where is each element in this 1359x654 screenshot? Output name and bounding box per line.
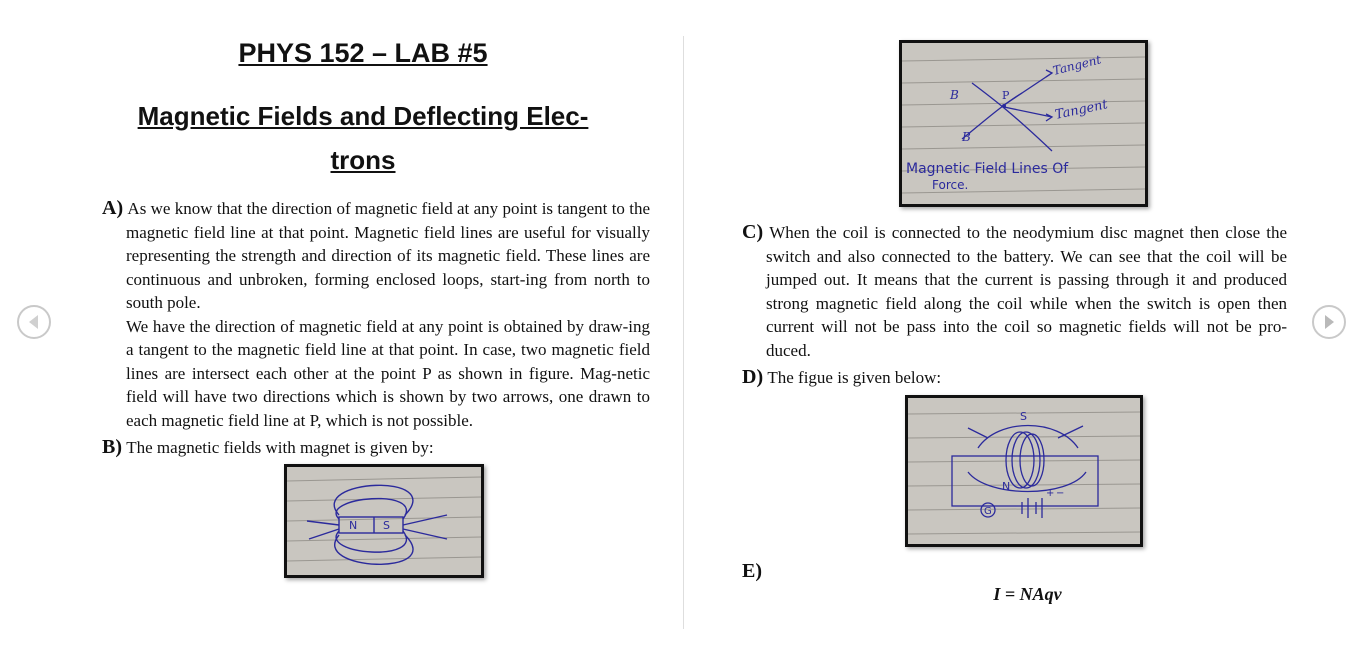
magnet-north-label: N — [349, 519, 358, 532]
section-b-text: The magnetic fields with magnet is given by: — [126, 438, 434, 457]
section-b-paragraph — [102, 436, 650, 460]
field-caption-line-1: Magnetic Field Lines Of — [906, 161, 1069, 177]
chevron-left-icon — [27, 314, 41, 330]
section-d-label: D) — [742, 366, 764, 388]
section-c-label: C) — [742, 221, 764, 243]
tangent-label-2: Tangent — [1053, 97, 1110, 123]
section-c — [742, 221, 1287, 362]
section-b-label: B) — [102, 436, 122, 458]
chevron-right-icon — [1322, 314, 1336, 330]
page-subtitle — [96, 94, 630, 182]
section-d-paragraph — [742, 366, 1287, 390]
section-d — [742, 366, 1287, 390]
page-subtitle-line-2: trons — [330, 145, 396, 175]
section-a-paragraph-1 — [102, 197, 650, 315]
next-page-button[interactable] — [1312, 305, 1346, 339]
section-b — [102, 436, 650, 460]
coil-north-label: N — [1002, 480, 1011, 493]
section-a — [102, 197, 650, 449]
section-c-paragraph — [742, 221, 1287, 362]
section-a-label: A) — [102, 197, 124, 219]
page-title: PHYS 152 – LAB #5 — [238, 38, 488, 68]
section-e-label: E) — [742, 560, 762, 582]
field-p-label: P — [1002, 89, 1010, 102]
field-b-label-1: B — [950, 88, 959, 102]
battery-plus-label: + — [1046, 488, 1055, 499]
section-c-text: When the coil is connected to the neodymium disc magnet then close the switch and also connected to the battery. We can see that the coil will be jumped out. It means that the current is passing through it and produced strong magnetic field along the coil while when the switch is open then current will not be pass into the coil so magnetic fields will not be pro-duced. — [766, 223, 1287, 360]
section-a-paragraph-2: We have the direction of magnetic field at any point is obtained by draw-ing a tangent to the magnetic field line at that point. In case, two magnetic field lines are intersect each other at the point P as shown in figure. Mag-netic field will have two directions which is shown by two arrows, one drawn to each magnetic field line at P, which is not possible. — [126, 316, 650, 430]
tangent-label-1: Tangent — [1051, 52, 1103, 78]
section-e — [742, 560, 802, 584]
previous-page-button[interactable] — [17, 305, 51, 339]
coil-circuit-photo — [905, 395, 1143, 547]
field-b-label-2: B — [962, 130, 971, 144]
field-caption-line-2: Force. — [932, 178, 969, 192]
section-a-text-1: As we know that the direction of magnetic field at any point is tangent to the magnetic field line at that point. Magnetic field lines are useful for visually representing the strength and direction of its magnetic field. These lines are continuous and unbroken, forming enclosed loops, start-ing from north to south pole. — [126, 199, 651, 312]
bar-magnet-field-photo — [284, 464, 484, 578]
current-equation: I = NAqv — [993, 584, 1062, 604]
magnet-south-label: S — [383, 519, 390, 532]
page-subtitle-line-1: Magnetic Fields and Deflecting Elec- — [137, 101, 589, 131]
coil-south-label: S — [1020, 410, 1027, 423]
section-d-text: The figue is given below: — [767, 368, 942, 387]
galvanometer-label: G — [984, 506, 992, 517]
page-divider — [683, 36, 684, 629]
field-lines-photo — [899, 40, 1148, 207]
battery-minus-label: − — [1056, 488, 1065, 499]
